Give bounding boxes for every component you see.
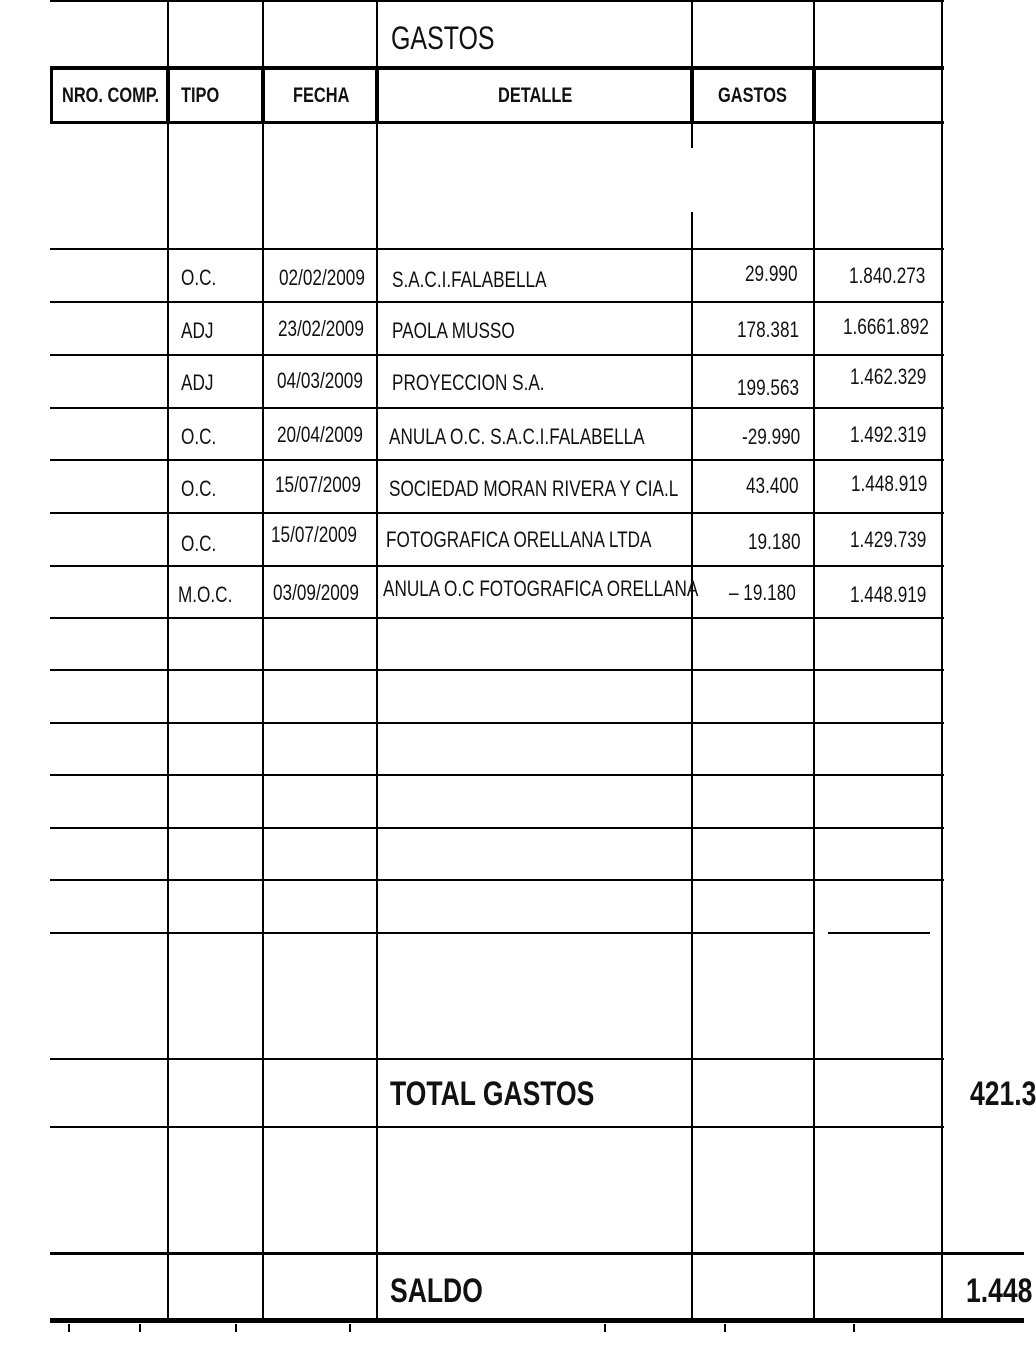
grid-line — [50, 66, 53, 124]
grid-line — [50, 1252, 1024, 1255]
row-fecha: 03/09/2009 — [273, 580, 359, 605]
ruler-tick — [68, 1324, 70, 1332]
grid-line — [50, 932, 815, 934]
row-fecha: 20/04/2009 — [277, 422, 363, 447]
grid-line — [50, 301, 944, 303]
grid-line — [50, 1058, 944, 1060]
row-gastos: 199.563 — [737, 375, 800, 400]
grid-line — [50, 459, 944, 461]
ruler-tick — [604, 1324, 606, 1332]
grid-line — [50, 1126, 944, 1128]
header-gastos: GASTOS — [718, 84, 787, 107]
row-fecha: 02/02/2009 — [279, 265, 365, 290]
grid-line — [50, 407, 944, 409]
row-fecha: 04/03/2009 — [277, 368, 363, 393]
total-gastos-value: 421.3 — [970, 1075, 1036, 1113]
row-fecha: 15/07/2009 — [271, 522, 357, 547]
row-gastos: – 19.180 — [729, 580, 796, 605]
total-gastos-label: TOTAL GASTOS — [390, 1075, 595, 1113]
ruler-tick — [235, 1324, 237, 1332]
grid-line — [50, 827, 944, 829]
row-saldo: 1.840.273 — [849, 263, 926, 288]
row-tipo: ADJ — [181, 318, 214, 343]
grid-line — [167, 0, 169, 1320]
row-fecha: 15/07/2009 — [275, 472, 361, 497]
grid-line — [690, 66, 694, 124]
row-detalle: PROYECCION S.A. — [392, 370, 545, 395]
row-tipo: O.C. — [181, 424, 217, 449]
grid-line — [813, 0, 815, 1320]
row-gastos: 19.180 — [748, 529, 801, 554]
grid-line — [50, 722, 944, 724]
row-gastos: -29.990 — [742, 424, 801, 449]
saldo-label: SALDO — [390, 1272, 483, 1310]
grid-line — [50, 121, 944, 124]
grid-line — [50, 669, 944, 671]
grid-line — [262, 0, 264, 1320]
row-tipo: M.O.C. — [178, 582, 233, 607]
row-saldo: 1.429.739 — [850, 527, 927, 552]
grid-line — [50, 512, 944, 514]
grid-line — [50, 66, 944, 70]
sheet-title: GASTOS — [391, 20, 495, 56]
header-fecha: FECHA — [293, 84, 350, 107]
row-gastos: 43.400 — [746, 473, 799, 498]
grid-line — [691, 212, 693, 1320]
grid-line — [50, 1318, 1024, 1323]
grid-line — [50, 354, 944, 356]
ruler-tick — [139, 1324, 141, 1332]
row-tipo: ADJ — [181, 370, 214, 395]
grid-line — [261, 66, 265, 124]
row-tipo: O.C. — [181, 265, 217, 290]
grid-line — [376, 0, 378, 1320]
row-fecha: 23/02/2009 — [278, 316, 364, 341]
row-detalle: FOTOGRAFICA ORELLANA LTDA — [386, 527, 652, 552]
grid-line — [375, 66, 379, 124]
grid-line — [166, 66, 170, 124]
grid-line — [50, 774, 944, 776]
ruler-tick — [724, 1324, 726, 1332]
row-saldo: 1.492.319 — [850, 422, 927, 447]
ruler-tick — [349, 1324, 351, 1332]
grid-line — [812, 66, 816, 124]
grid-line — [50, 565, 944, 567]
saldo-value: 1.448 — [966, 1272, 1033, 1310]
header-nro-comp: NRO. COMP. — [62, 84, 160, 107]
row-detalle: S.A.C.I.FALABELLA — [392, 267, 547, 292]
grid-line — [941, 0, 943, 1320]
grid-line — [828, 932, 930, 934]
row-tipo: O.C. — [181, 531, 217, 556]
ruler-tick — [853, 1324, 855, 1332]
row-detalle: ANULA O.C FOTOGRAFICA ORELLANA — [383, 576, 699, 601]
row-gastos: 29.990 — [745, 261, 798, 286]
grid-line — [50, 0, 944, 2]
row-saldo: 1.462.329 — [850, 364, 927, 389]
grid-line — [50, 879, 944, 881]
row-saldo: 1.6661.892 — [843, 314, 929, 339]
grid-line — [50, 617, 944, 619]
header-tipo: TIPO — [181, 84, 220, 107]
row-saldo: 1.448.919 — [851, 471, 928, 496]
row-detalle: SOCIEDAD MORAN RIVERA Y CIA.L — [389, 476, 679, 501]
row-saldo: 1.448.919 — [850, 582, 927, 607]
row-detalle: PAOLA MUSSO — [392, 318, 515, 343]
grid-line — [50, 248, 944, 250]
row-gastos: 178.381 — [737, 317, 800, 342]
row-detalle: ANULA O.C. S.A.C.I.FALABELLA — [389, 424, 645, 449]
header-detalle: DETALLE — [498, 84, 573, 107]
row-tipo: O.C. — [181, 476, 217, 501]
